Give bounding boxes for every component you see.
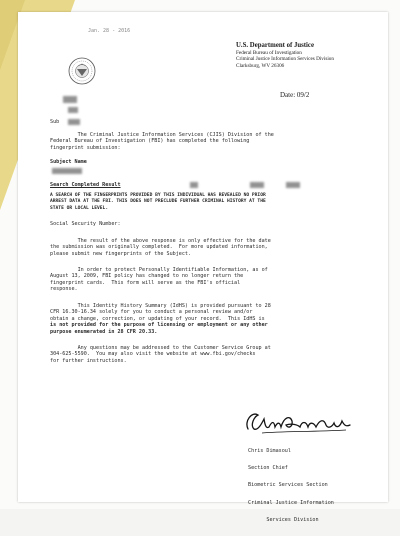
paragraph-line: The result of the above response is only effective for the date	[50, 238, 271, 244]
result-line: STATE OR LOCAL LEVEL.	[50, 205, 109, 211]
search-result-label: Search Completed Result	[50, 182, 121, 188]
paragraph-line: the submission was originally completed. For more updated information,	[50, 244, 268, 251]
letter-date: Date: 09/2	[280, 91, 310, 99]
paragraph-line: CFR 16.30-16.34 solely for you to conduct a personal review and/or	[50, 309, 253, 316]
salutation: Sub	[50, 119, 60, 125]
agency-block	[236, 42, 376, 69]
paragraph-line: fingerprint cards. This form will serve as the FBI's official	[50, 279, 241, 286]
paragraph-line: for further instructions.	[50, 357, 127, 364]
paragraph-line: Any questions may be addressed to the Customer Service Group at	[50, 345, 271, 351]
intro-line: Federal Bureau of Investigation (FBI) has completed the following	[50, 138, 250, 145]
letter-sheet	[18, 12, 388, 524]
redacted-block	[63, 96, 77, 103]
paragraph-line: purpose enumerated in 28 CFR 20.33.	[50, 328, 158, 335]
paragraph-line: obtain a change, correction, or updating of your record. This IdHS is	[50, 315, 265, 322]
redacted-block	[68, 107, 78, 113]
signer-division: Services Division	[248, 517, 319, 524]
result-line: ARREST DATA AT THE FBI. THIS DOES NOT PRECLUDE FURTHER CRIMINAL HISTORY AT THE	[50, 199, 266, 205]
redacted-block	[286, 182, 300, 188]
redacted-block	[190, 182, 198, 188]
subject-name-label: Subject Name	[50, 159, 87, 165]
paragraph-line: please submit new fingerprints of the Subject.	[50, 250, 192, 257]
paragraph-line: response.	[50, 286, 78, 293]
handwritten-signature	[242, 407, 354, 437]
fbi-seal-icon	[68, 57, 96, 85]
ssn-label: Social Security Number:	[50, 221, 121, 227]
department-name: U.S. Department of Justice	[236, 42, 314, 49]
signer-title: Section Chief	[248, 464, 288, 471]
paragraph-line: This Identity History Summary (IdHS) is provided pursuant to 28	[50, 303, 271, 309]
paragraph-line: In order to protect Personally Identifiable Information, as of	[50, 267, 268, 273]
intro-line: The Criminal Justice Information Services (CJIS) Division of the	[50, 132, 274, 138]
redacted-subject-name	[52, 168, 82, 174]
redacted-block	[68, 119, 80, 125]
agency-line: Clarksburg, WV 26306	[236, 62, 285, 69]
signer-section: Biometric Services Section	[248, 482, 328, 489]
signer-name: Chris Dimasoul	[248, 447, 291, 454]
result-line: A SEARCH OF THE FINGERPRINTS PROVIDED BY THIS INDIVIDUAL HAS REVEALED NO PRIOR	[50, 193, 266, 198]
intro-line: fingerprint submission:	[50, 144, 121, 151]
signature-block	[248, 437, 334, 536]
agency-line: Federal Bureau of Investigation	[236, 50, 302, 56]
signer-division: Criminal Justice Information	[248, 499, 334, 506]
paragraph-line: is not provided for the purpose of licensing or employment or any other	[50, 322, 268, 329]
fax-header: Jan. 28 - 2016	[88, 28, 131, 34]
paragraph-line: August 13, 2009, FBI policy has changed to no longer return the	[50, 273, 244, 280]
redacted-block	[250, 182, 264, 188]
paragraph-line: 304-625-5590. You may also visit the website at www.fbi.gov/checks	[50, 351, 256, 358]
agency-line: Criminal Justice Information Services Division	[236, 56, 334, 63]
